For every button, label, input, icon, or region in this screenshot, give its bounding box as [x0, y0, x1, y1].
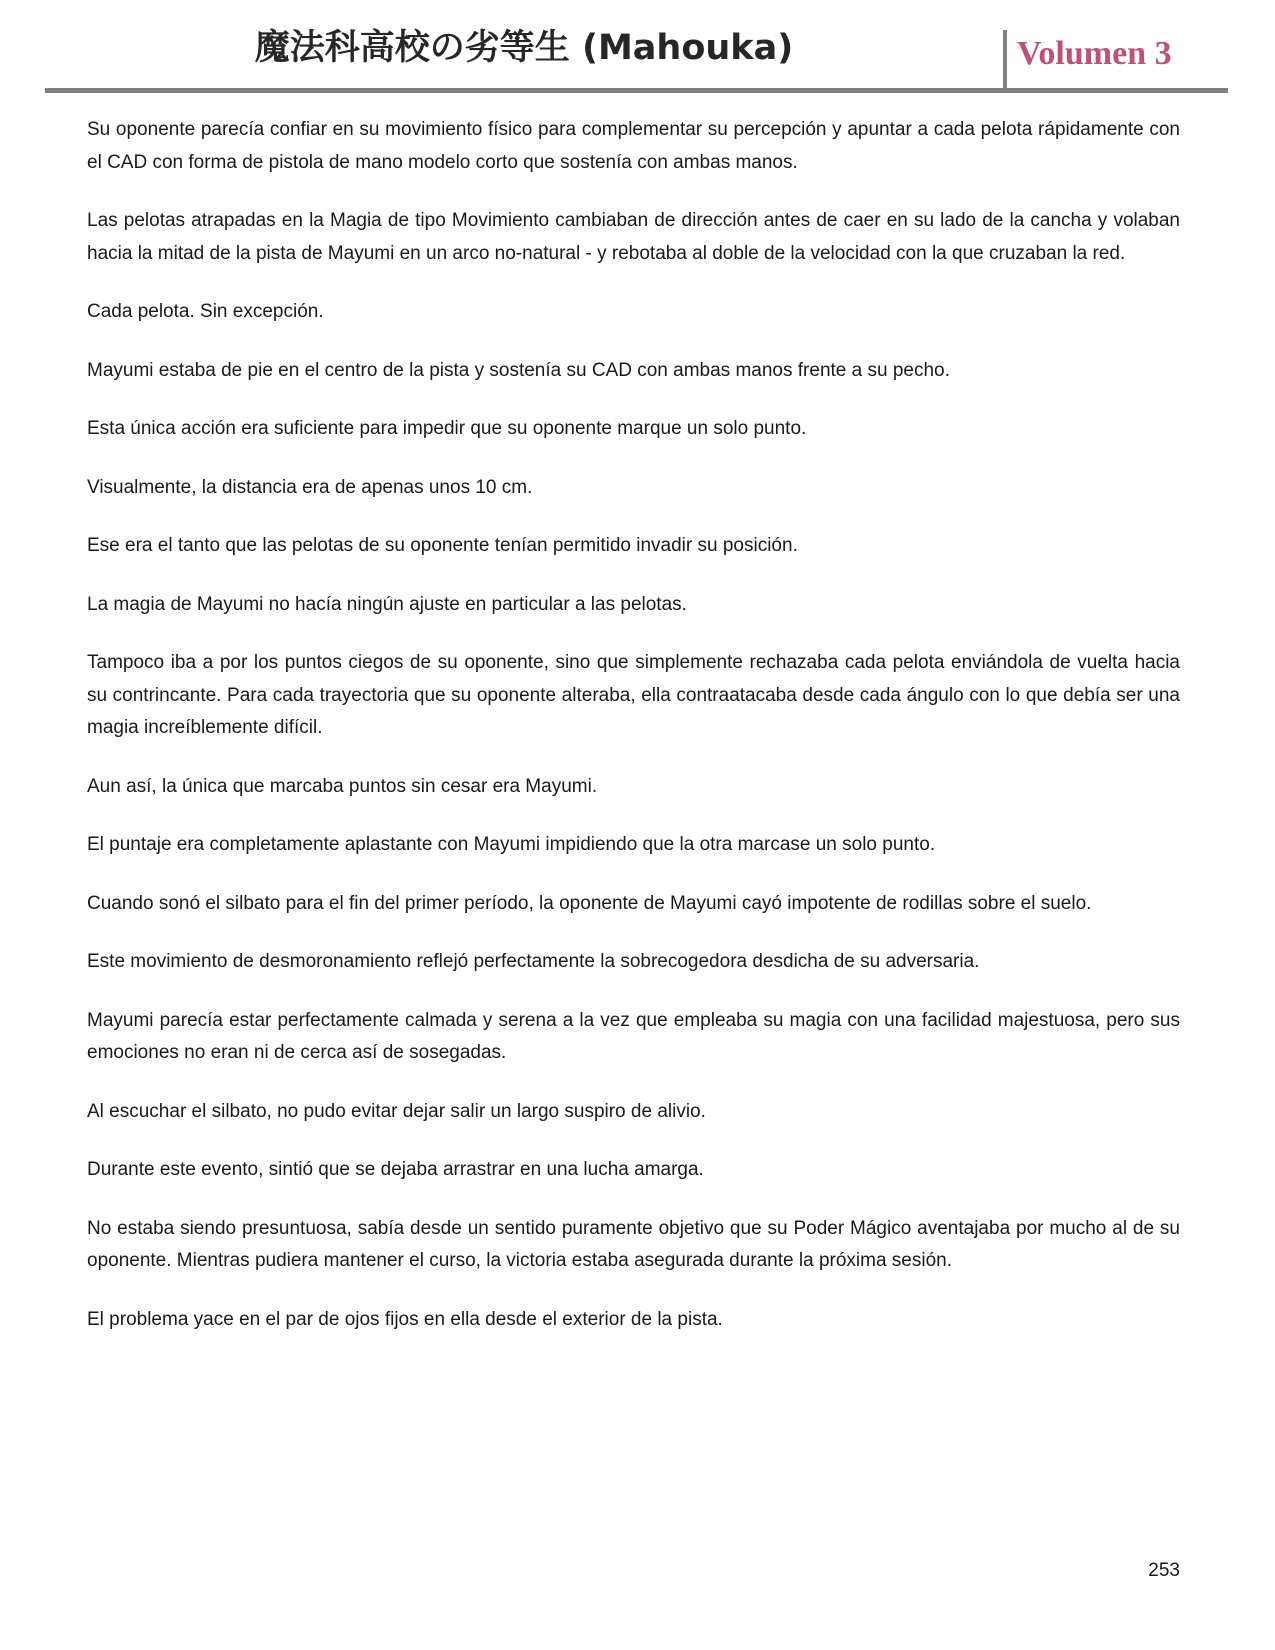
paragraph: Esta única acción era suficiente para impedir que su oponente marque un solo punto.	[87, 418, 807, 439]
paragraph: Ese era el tanto que las pelotas de su oponente tenían permitido invadir su posición.	[87, 535, 798, 556]
paragraph: Cuando sonó el silbato para el fin del primer período, la oponente de Mayumi cayó impotente de rodillas sobre el suelo.	[87, 892, 1092, 914]
page-number: 253	[1148, 1560, 1180, 1581]
paragraph: Tampoco iba a por los puntos ciegos de su oponente, sino que simplemente rechazaba cada pelota enviándola de vuelta hacia su contrincante. Para cada trayectoria que su oponente alteraba, ella contraatacaba desde cada ángulo con lo que debía ser una magia increíblemente difícil.	[87, 652, 1180, 738]
paragraph: Durante este evento, sintió que se dejaba arrastrar en una lucha amarga.	[87, 1159, 704, 1180]
paragraph: No estaba siendo presuntuosa, sabía desde un sentido puramente objetivo que su Poder Mágico aventajaba por mucho al de su oponente. Mientras pudiera mantener el curso, la victoria estaba asegurada durante la próxima sesión.	[87, 1217, 1180, 1271]
paragraph: Su oponente parecía confiar en su movimiento físico para complementar su percepción y apuntar a cada pelota rápidamente con el CAD con forma de pistola de mano modelo corto que sostenía con ambas manos.	[87, 119, 1180, 173]
paragraph: Las pelotas atrapadas en la Magia de tipo Movimiento cambiaban de dirección antes de caer en su lado de la cancha y volaban hacia la mitad de la pista de Mayumi en un arco no-natural - y rebotaba al doble de la velocidad con la que cruzaban la red.	[87, 210, 1180, 264]
body-text	[87, 114, 1180, 1362]
page-header	[0, 0, 1275, 93]
header-divider-line	[1003, 30, 1007, 88]
paragraph: Cada pelota. Sin excepción.	[87, 301, 324, 322]
paragraph: El problema yace en el par de ojos fijos en ella desde el exterior de la pista.	[87, 1308, 723, 1330]
paragraph: Visualmente, la distancia era de apenas unos 10 cm.	[87, 476, 533, 498]
paragraph: Mayumi parecía estar perfectamente calmada y serena a la vez que empleaba su magia con una facilidad majestuosa, pero sus emociones no eran ni de cerca así de sosegadas.	[87, 1009, 1180, 1063]
paragraph: La magia de Mayumi no hacía ningún ajuste en particular a las pelotas.	[87, 593, 687, 615]
paragraph: Aun así, la única que marcaba puntos sin cesar era Mayumi.	[87, 775, 598, 797]
header-rule	[45, 88, 1228, 93]
paragraph: Al escuchar el silbato, no pudo evitar dejar salir un largo suspiro de alivio.	[87, 1100, 706, 1122]
paragraph: Este movimiento de desmoronamiento reflejó perfectamente la sobrecogedora desdicha de su adversaria.	[87, 951, 980, 972]
page-title: 魔法科高校の劣等生 (Mahouka)	[254, 28, 794, 68]
volume-label: Volumen 3	[1017, 35, 1172, 72]
paragraph: Mayumi estaba de pie en el centro de la pista y sostenía su CAD con ambas manos frente a su pecho.	[87, 359, 950, 381]
paragraph: El puntaje era completamente aplastante con Mayumi impidiendo que la otra marcase un solo punto.	[87, 834, 936, 855]
